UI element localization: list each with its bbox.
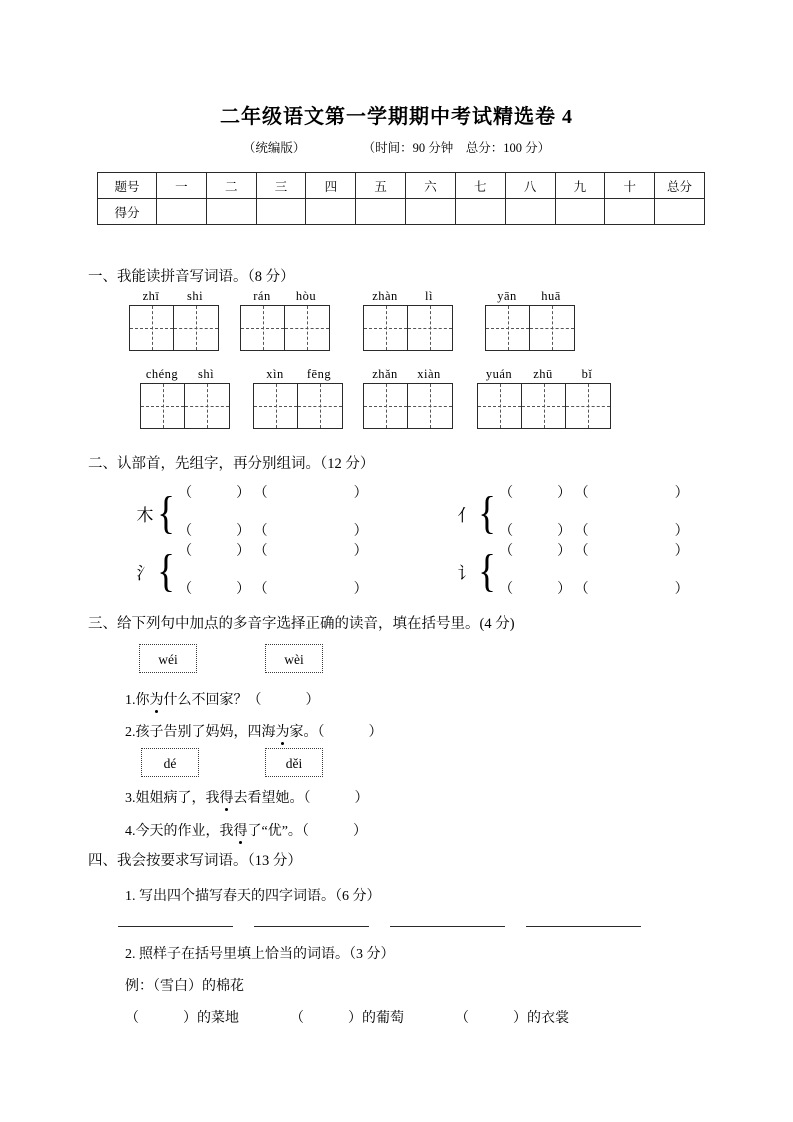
pinyin-label-3: [363, 288, 453, 305]
score-col-4: 四: [306, 173, 356, 199]
section-4-blank-row: [118, 912, 641, 927]
score-cell-5[interactable]: [356, 199, 406, 225]
exam-meta: （时间：90 分钟 总分：100 分）: [362, 141, 551, 155]
fill-tail-3: 的衣裳: [527, 1011, 569, 1026]
paren-open: （: [499, 486, 514, 501]
paren-close: ）: [674, 524, 689, 539]
score-table-score-row: [98, 199, 705, 225]
paren-open: （: [253, 486, 268, 501]
pinyin-group-1: [129, 288, 219, 351]
question-text-after: 家。（: [289, 725, 325, 740]
question-text-before: 你: [135, 693, 150, 708]
tianzige-cell[interactable]: [254, 384, 298, 428]
paren-open: （: [253, 544, 268, 559]
page-title: 二年级语文第一学期期中考试精选卷 4: [220, 106, 573, 128]
radical-group-mu: [135, 485, 368, 541]
tianzige-boxes-4[interactable]: [485, 305, 575, 351]
tianzige-cell[interactable]: [130, 306, 174, 350]
brace-rows: [499, 543, 689, 599]
question-text-before: 孩子告别了妈妈，四海: [135, 725, 276, 740]
pinyin-group-3: [363, 288, 453, 351]
paren-close: ）: [674, 544, 689, 559]
paren-open: （: [178, 486, 193, 501]
score-cell-total[interactable]: [655, 199, 705, 225]
answer-row[interactable]: [178, 485, 368, 503]
tianzige-boxes-3[interactable]: [363, 305, 453, 351]
paren-open: （: [574, 582, 589, 597]
score-cell-1[interactable]: [157, 199, 207, 225]
section-4-question-2: 2. 照样子在括号里填上恰当的词语。（3 分）: [125, 947, 395, 962]
radical-char: 木: [136, 505, 154, 526]
pinyin-syllable: shì: [197, 367, 215, 381]
pinyin-syllable: zhǎn: [372, 367, 398, 381]
dotted-char: 为: [150, 689, 164, 709]
pinyin-choice-wei4[interactable]: wèi: [265, 644, 323, 673]
pinyin-group-2: [240, 288, 330, 351]
question-number: 2.: [125, 725, 136, 740]
pinyin-group-4: [485, 288, 575, 351]
score-cell-7[interactable]: [455, 199, 505, 225]
answer-paren-close[interactable]: ）: [368, 725, 383, 740]
radical-char: 亻: [457, 505, 475, 526]
pinyin-syllable: chéng: [145, 367, 179, 381]
section-3-question-2: [125, 721, 383, 741]
score-col-6: 六: [406, 173, 456, 199]
dotted-char: 为: [276, 721, 290, 741]
score-cell-2[interactable]: [206, 199, 256, 225]
section-3-question-1: [125, 689, 320, 709]
score-table-row-label-2: 得分: [98, 199, 157, 225]
pinyin-syllable: lì: [425, 289, 433, 303]
paren-open: （: [178, 524, 193, 539]
tianzige-cell[interactable]: [364, 306, 408, 350]
paren-close: ）: [674, 582, 689, 597]
question-text-before: 姐姐病了，我: [135, 791, 220, 806]
pinyin-choice-wei2[interactable]: wéi: [139, 644, 197, 673]
pinyin-label-8: [477, 366, 611, 383]
score-cell-6[interactable]: [406, 199, 456, 225]
dotted-char: 得: [234, 820, 248, 840]
question-number: 4.: [125, 824, 136, 839]
paren-close: ）: [674, 486, 689, 501]
pinyin-syllable: zhī: [142, 289, 160, 303]
fill-paren-open: （: [290, 1011, 304, 1026]
pinyin-syllable: yuán: [485, 367, 513, 381]
brace-icon: {: [157, 545, 175, 597]
score-table-row-label-1: 题号: [98, 173, 157, 199]
answer-row[interactable]: [499, 485, 689, 503]
fill-paren-open: （: [455, 1011, 469, 1026]
fill-paren-close: ）: [183, 1011, 197, 1026]
brace-icon: {: [478, 487, 496, 539]
answer-row[interactable]: [178, 581, 368, 599]
paren-open: （: [499, 544, 514, 559]
tianzige-cell[interactable]: [566, 384, 610, 428]
fill-tail-1: 的菜地: [197, 1011, 239, 1026]
tianzige-cell[interactable]: [486, 306, 530, 350]
tianzige-boxes-5[interactable]: [140, 383, 230, 429]
section-4-example: 例：（雪白）的棉花: [125, 979, 244, 994]
pinyin-syllable: zhàn: [372, 289, 398, 303]
pinyin-group-8: [477, 366, 611, 429]
question-number: 1.: [125, 693, 136, 708]
pinyin-group-6: [253, 366, 343, 429]
score-cell-10[interactable]: [605, 199, 655, 225]
section-4-fill-row: [125, 1007, 569, 1027]
section-4-question-1: 1. 写出四个描写春天的四字词语。（6 分）: [125, 889, 381, 904]
brace-icon: {: [478, 545, 496, 597]
question-text-after: 去看望她。（: [233, 791, 311, 806]
answer-row[interactable]: [178, 523, 368, 541]
radical-group-yan: [456, 543, 689, 599]
pinyin-syllable: shi: [186, 289, 204, 303]
answer-blank-4[interactable]: [526, 912, 641, 927]
pinyin-label-2: [240, 288, 330, 305]
answer-row[interactable]: [499, 523, 689, 541]
pinyin-choice-de2[interactable]: dé: [141, 748, 199, 777]
radical-group-ren: [456, 485, 689, 541]
tianzige-cell[interactable]: [408, 384, 452, 428]
pinyin-syllable: rán: [253, 289, 271, 303]
section-4-heading: 四、我会按要求写词语。（13 分）: [88, 853, 302, 869]
paren-close: ）: [557, 544, 572, 559]
paren-open: （: [499, 582, 514, 597]
fill-paren-close: ）: [513, 1011, 527, 1026]
tianzige-boxes-1[interactable]: [129, 305, 219, 351]
paren-open: （: [574, 544, 589, 559]
paren-close: ）: [236, 582, 251, 597]
paren-close: ）: [236, 524, 251, 539]
score-cell-3[interactable]: [256, 199, 306, 225]
tianzige-boxes-7[interactable]: [363, 383, 453, 429]
score-col-2: 二: [206, 173, 256, 199]
score-table: [97, 172, 705, 225]
section-1-heading: 一、我能读拼音写词语。（8 分）: [88, 269, 295, 285]
section-3-question-3: [125, 787, 369, 807]
tianzige-cell[interactable]: [298, 384, 342, 428]
answer-row[interactable]: [499, 543, 689, 561]
pinyin-group-7: [363, 366, 453, 429]
score-cell-4[interactable]: [306, 199, 356, 225]
pinyin-label-1: [129, 288, 219, 305]
answer-blank-1[interactable]: [118, 912, 233, 927]
pinyin-label-6: [253, 366, 343, 383]
radical-char: 讠: [457, 563, 475, 584]
tianzige-cell[interactable]: [478, 384, 522, 428]
tianzige-cell[interactable]: [522, 384, 566, 428]
section-3-question-4: [125, 820, 367, 840]
paren-open: （: [253, 524, 268, 539]
brace-icon: {: [157, 487, 175, 539]
score-col-10: 十: [605, 173, 655, 199]
pinyin-syllable: xiàn: [417, 367, 441, 381]
document-subheader: [0, 138, 793, 156]
paren-close: ）: [236, 544, 251, 559]
paren-open: （: [499, 524, 514, 539]
dotted-char: 得: [220, 787, 234, 807]
answer-paren-close[interactable]: ）: [354, 791, 369, 806]
paren-close: ）: [353, 582, 368, 597]
pinyin-syllable: huā: [541, 289, 561, 303]
score-col-3: 三: [256, 173, 306, 199]
score-col-8: 八: [505, 173, 555, 199]
pinyin-syllable: fēng: [306, 367, 332, 381]
score-col-7: 七: [455, 173, 505, 199]
paren-open: （: [253, 582, 268, 597]
tianzige-boxes-6[interactable]: [253, 383, 343, 429]
tianzige-cell[interactable]: [141, 384, 185, 428]
radical-group-shui: [135, 543, 368, 599]
pinyin-label-7: [363, 366, 453, 383]
pinyin-choice-dei3[interactable]: děi: [265, 748, 323, 777]
radical-char: 氵: [136, 563, 154, 584]
paren-close: ）: [557, 582, 572, 597]
score-cell-9[interactable]: [555, 199, 605, 225]
question-text-before: 今天的作业，我: [135, 824, 234, 839]
edition-label: （统编版）: [242, 141, 306, 155]
paren-close: ）: [557, 486, 572, 501]
fill-tail-2: 的葡萄: [362, 1011, 404, 1026]
pinyin-syllable: xìn: [266, 367, 284, 381]
paren-open: （: [178, 544, 193, 559]
answer-row[interactable]: [499, 581, 689, 599]
score-col-5: 五: [356, 173, 406, 199]
question-text-after: 什么不回家？（: [163, 693, 262, 708]
tianzige-cell[interactable]: [285, 306, 329, 350]
paren-close: ）: [236, 486, 251, 501]
tianzige-cell[interactable]: [185, 384, 229, 428]
score-table-header-row: [98, 173, 705, 199]
paren-open: （: [574, 524, 589, 539]
score-cell-8[interactable]: [505, 199, 555, 225]
paren-close: ）: [557, 524, 572, 539]
question-text-after: 了“优”。（: [247, 824, 309, 839]
score-col-total: 总分: [655, 173, 705, 199]
pinyin-label-5: [140, 366, 230, 383]
brace-rows: [178, 543, 368, 599]
pinyin-syllable: zhū: [533, 367, 553, 381]
tianzige-boxes-2[interactable]: [240, 305, 330, 351]
tianzige-boxes-8[interactable]: [477, 383, 611, 429]
paren-close: ）: [353, 486, 368, 501]
pinyin-syllable: bǐ: [581, 367, 593, 381]
brace-rows: [499, 485, 689, 541]
pinyin-group-5: [140, 366, 230, 429]
section-2-heading: 二、认部首，先组字，再分别组词。（12 分）: [88, 456, 375, 472]
paren-open: （: [574, 486, 589, 501]
tianzige-cell[interactable]: [530, 306, 574, 350]
section-3-heading: 三、给下列句中加点的多音字选择正确的读音，填在括号里。(4 分): [88, 616, 515, 632]
score-col-9: 九: [555, 173, 605, 199]
fill-paren-open: （: [125, 1011, 139, 1026]
tianzige-cell[interactable]: [174, 306, 218, 350]
paren-close: ）: [353, 544, 368, 559]
paren-open: （: [178, 582, 193, 597]
answer-blank-2[interactable]: [254, 912, 369, 927]
score-col-1: 一: [157, 173, 207, 199]
question-number: 3.: [125, 791, 136, 806]
answer-paren-close[interactable]: ）: [352, 824, 367, 839]
pinyin-syllable: yān: [497, 289, 517, 303]
pinyin-label-4: [485, 288, 575, 305]
tianzige-cell[interactable]: [364, 384, 408, 428]
paren-close: ）: [353, 524, 368, 539]
tianzige-cell[interactable]: [241, 306, 285, 350]
tianzige-cell[interactable]: [408, 306, 452, 350]
pinyin-syllable: hòu: [295, 289, 317, 303]
answer-row[interactable]: [178, 543, 368, 561]
brace-rows: [178, 485, 368, 541]
answer-blank-3[interactable]: [390, 912, 505, 927]
answer-paren-close[interactable]: ）: [305, 693, 320, 708]
fill-paren-close: ）: [348, 1011, 362, 1026]
